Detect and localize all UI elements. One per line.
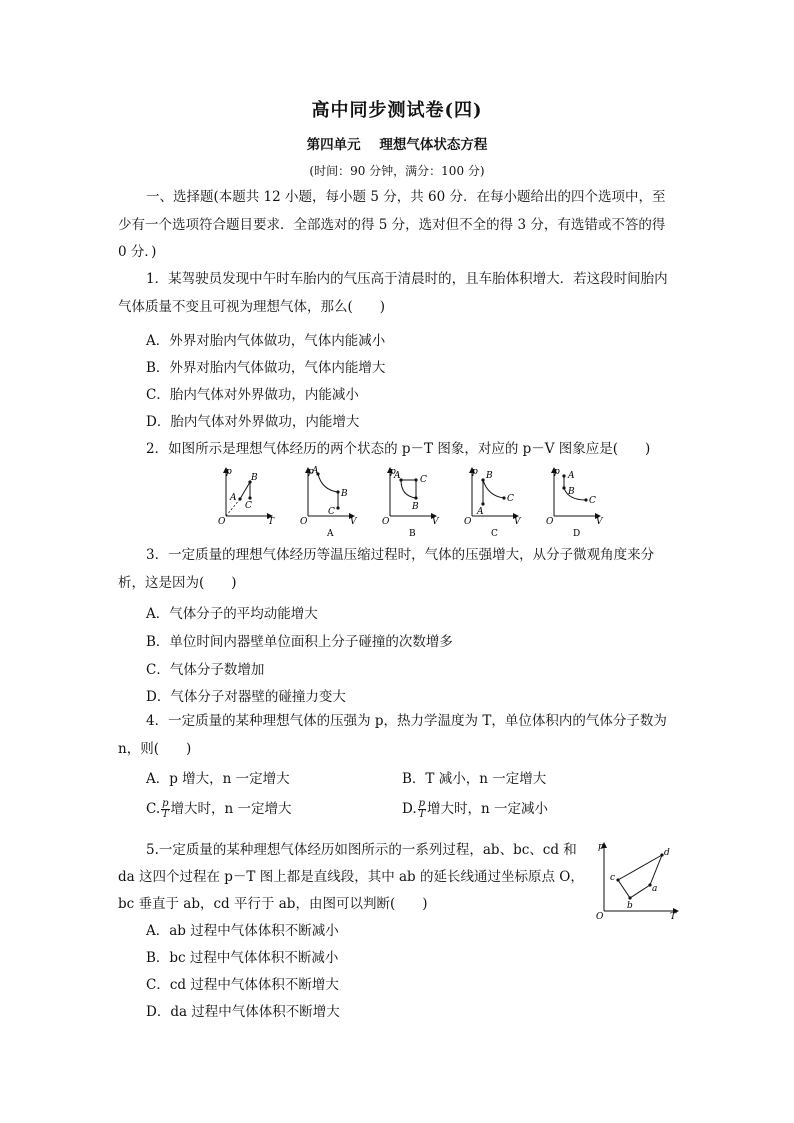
q5-option-c: C．cd 过程中气体体积不断增大 [146, 977, 339, 993]
axis-label-origin: O [546, 517, 554, 527]
point-label-c: c [610, 873, 616, 883]
point-label-c: C [589, 496, 596, 506]
q2-option-b-graph [382, 467, 440, 539]
axis-label-p: p [308, 467, 314, 477]
point-label-c: C [507, 494, 514, 504]
point-label-b: B [341, 489, 348, 499]
q5-option-a: A．ab 过程中气体体积不断减小 [146, 923, 339, 939]
q1-option-d: D．胎内气体对外界做功，内能增大 [146, 414, 360, 430]
section-intro: 一、选择题(本题共 12 小题，每小题 5 分，共 60 分．在每小题给出的四个选项中，至少有一个选项符合题目要求．全部选对的得 5 分，选对但不全的得 3 分，有选错或不答的得 0 分．) [118, 189, 666, 260]
axis-label-v: V [514, 517, 521, 527]
p-over-t-fraction [161, 799, 169, 820]
point-label-a: A [394, 471, 401, 481]
point-label-a: A [230, 493, 237, 503]
caption-a: A [327, 529, 334, 539]
q5-option-d: D．da 过程中气体体积不断增大 [146, 1004, 340, 1020]
q2-stem: 2．如图所示是理想气体经历的两个状态的 p－T 图象，对应的 p－V 图象应是( ) [146, 441, 651, 457]
axis-label-origin: O [218, 517, 226, 527]
q3-stem: 3．一定质量的理想气体经历等温压缩过程时，气体的压强增大，从分子微观角度来分析，这是因为( ) [118, 547, 655, 591]
axis-label-t: T [268, 517, 275, 527]
q5-stem-line-3: bc 垂直于 ab，cd 平行于 ab，由图可以判断( ) [118, 896, 428, 912]
q1-option-b: B．外界对胎内气体做功，气体内能增大 [146, 360, 386, 376]
point-label-c: C [245, 501, 252, 511]
q4-option-b: B．T 减小，n 一定增大 [402, 771, 547, 787]
q3-option-d: D．气体分子对器壁的碰撞力变大 [146, 689, 346, 705]
q4-option-c-text: 增大时，n 一定增大 [170, 801, 292, 817]
q4-option-c [146, 797, 292, 820]
axis-label-v: V [596, 517, 603, 527]
q4-option-d-letter: D. [402, 801, 417, 817]
q4-option-c-letter: C. [146, 801, 161, 817]
axis-label-origin: O [382, 517, 390, 527]
point-label-a: a [652, 884, 658, 894]
axis-label-v: V [432, 517, 439, 527]
q2-option-a-graph [300, 466, 358, 539]
point-label-b: b [627, 901, 633, 911]
fraction-numerator: p [418, 798, 426, 809]
q2-graphs [200, 460, 630, 540]
axis-label-p: p [390, 467, 396, 477]
q5-stem-line-1: 5.一定质量的某种理想气体经历如图所示的一系列过程，ab、bc、cd 和 [146, 842, 577, 858]
q5-option-b: B．bc 过程中气体体积不断减小 [146, 950, 339, 966]
q3-option-c: C．气体分子数增加 [146, 662, 265, 678]
point-label-c: C [420, 475, 427, 485]
p-over-t-fraction [418, 799, 426, 820]
q2-option-d-graph [546, 467, 604, 539]
axis-label-origin: O [464, 517, 472, 527]
fraction-denominator: T [162, 809, 169, 820]
axis-label-origin: O [300, 517, 308, 527]
point-label-d: d [664, 848, 670, 858]
caption-c: C [491, 529, 498, 539]
point-label-c: C [328, 507, 335, 517]
point-label-b: B [412, 502, 419, 512]
q2-pt-graph [218, 467, 275, 527]
page-title: 高中同步测试卷(四) [311, 100, 483, 121]
unit-title: 理想气体状态方程 [379, 137, 488, 153]
axis-label-p: p [226, 467, 232, 477]
q2-option-c-graph [464, 467, 522, 539]
q3-option-b: B．单位时间内器壁单位面积上分子碰撞的次数增多 [146, 634, 453, 650]
fraction-numerator: p [162, 798, 169, 809]
point-label-b: B [568, 487, 575, 497]
q4-stem: 4．一定质量的某种理想气体的压强为 p，热力学温度为 T，单位体积内的气体分子数为 n，则( ) [118, 713, 667, 757]
q4-option-d [402, 797, 548, 820]
q1-option-a: A．外界对胎内气体做功，气体内能减小 [146, 333, 386, 349]
caption-b: B [409, 529, 416, 539]
caption-d: D [573, 529, 581, 539]
point-label-a: A [477, 507, 484, 517]
q4-option-a: A．p 增大，n 一定增大 [146, 771, 290, 787]
point-label-a: A [568, 471, 575, 481]
q3-option-a: A．气体分子的平均动能增大 [146, 606, 318, 622]
point-label-b: B [486, 471, 493, 481]
axis-label-p: p [598, 842, 604, 852]
point-label-b: B [251, 473, 258, 483]
q1-stem: 1．某驾驶员发现中午时车胎内的气压高于清晨时的，且车胎体积增大．若这段时间胎内气体质量不变且可视为理想气体，那么( ) [118, 271, 668, 315]
point-label-a: A [312, 466, 319, 476]
axis-label-v: V [350, 517, 357, 527]
axis-label-origin: O [596, 912, 604, 922]
fraction-denominator: T [418, 809, 426, 820]
unit-heading [0, 133, 794, 153]
q4-option-d-text: 增大时，n 一定减小 [427, 801, 549, 817]
axis-label-p: p [554, 467, 560, 477]
exam-meta: (时间：90 分钟，满分：100 分) [309, 164, 485, 178]
axis-label-t: T [670, 912, 677, 922]
q1-option-c: C．胎内气体对外界做功，内能减小 [146, 387, 359, 403]
axis-label-p: p [472, 467, 478, 477]
q5-stem-line-2: da 这四个过程在 p－T 图上都是直线段，其中 ab 的延长线通过坐标原点 O， [118, 869, 584, 885]
unit-number: 第四单元 [306, 137, 361, 153]
q5-pt-graph [590, 835, 685, 925]
